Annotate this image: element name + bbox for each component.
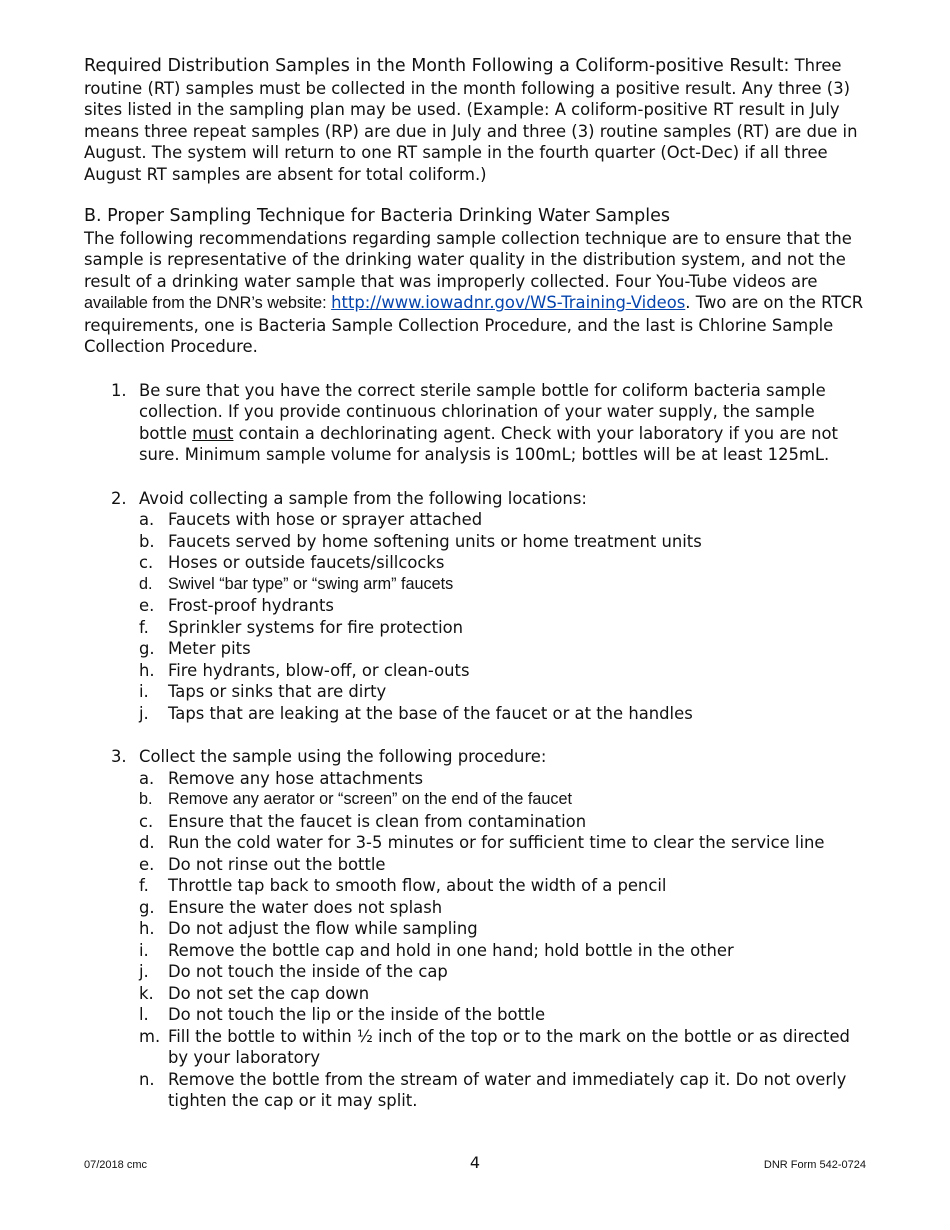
section-b-text-start: The following recommendations regarding sample collection technique are to ensure that the sample is representative of the drinking water quality in the distribution system, and not the result of a drinking water sample that was improperly collected. Four You-Tube videos are: [84, 228, 852, 291]
sub-item-text: Remove the bottle cap and hold in one hand; hold bottle in the other: [168, 940, 734, 960]
sub-item-label: a.: [139, 768, 155, 788]
sub-item-text: Taps that are leaking at the base of the faucet or at the handles: [168, 703, 693, 723]
sub-item-3d: [139, 832, 866, 854]
sub-item-text: Meter pits: [168, 639, 251, 658]
sub-item-label: c.: [139, 811, 154, 831]
sub-item-label: f.: [139, 876, 149, 895]
page-number: 4: [469, 1153, 481, 1172]
sub-item-label: c.: [139, 553, 154, 572]
intro-paragraph: [84, 55, 866, 185]
sub-item-label: i.: [139, 940, 149, 960]
sub-item-label: e.: [139, 596, 155, 615]
sub-item-text: Remove any aerator or “screen” on the end of the faucet: [168, 790, 573, 808]
sub-item-3l: [139, 1004, 866, 1026]
list-item-2-number: 2.: [111, 488, 127, 508]
sub-item-3a: [139, 768, 866, 790]
sub-item-label: n.: [139, 1069, 155, 1089]
intro-title: Required Distribution Samples in the Month Following a Coliform-positive Result:: [84, 56, 790, 76]
sub-item-label: h.: [139, 660, 155, 680]
footer-date: 07/2018 cmc: [84, 1159, 147, 1171]
sub-item-2h: [139, 660, 866, 682]
sub-item-text: Remove the bottle from the stream of water and immediately cap it. Do not overly tighten the cap or it may split.: [168, 1069, 847, 1110]
sub-item-2d: [139, 574, 866, 596]
sub-item-text: Swivel “bar type” or “swing arm” faucets: [168, 574, 454, 593]
sub-item-2e: [139, 595, 866, 617]
list-item-1-text-b: contain a dechlorinating agent. Check with your laboratory if you are not sure. Minimum sample volume for analysis is 100mL; bottles will be at least 125mL.: [139, 423, 838, 464]
sub-item-3j: [139, 961, 866, 983]
sub-list-3: [139, 768, 866, 1112]
sub-item-3b: [139, 789, 866, 811]
section-b-text-website: available from the DNR’s website:: [84, 294, 332, 312]
sub-item-2i: [139, 681, 866, 703]
sub-item-text: Do not touch the inside of the cap: [168, 962, 448, 981]
sub-item-label: b.: [139, 790, 153, 808]
sub-item-label: i.: [139, 682, 149, 701]
sub-item-label: m.: [139, 1026, 161, 1046]
sub-item-text: Remove any hose attachments: [168, 768, 424, 788]
sub-item-3h: [139, 918, 866, 940]
sub-item-label: a.: [139, 510, 155, 529]
sub-item-3m: [139, 1026, 866, 1069]
sub-item-label: j.: [139, 703, 149, 723]
sub-item-text: Faucets with hose or sprayer attached: [168, 510, 483, 529]
sub-item-3i: [139, 940, 866, 962]
sub-item-text: Hoses or outside faucets/sillcocks: [168, 553, 445, 572]
list-item-2: [84, 488, 866, 725]
page-footer: [84, 1153, 866, 1177]
sub-item-2c: [139, 552, 866, 574]
sub-item-text: Throttle tap back to smooth flow, about the width of a pencil: [168, 876, 667, 895]
list-item-3-text: Collect the sample using the following procedure:: [139, 747, 547, 766]
footer-form-number: DNR Form 542-0724: [763, 1159, 866, 1171]
sub-item-text: Fire hydrants, blow-off, or clean-outs: [168, 660, 470, 680]
sub-item-label: e.: [139, 854, 155, 874]
section-b-text-end: . Two are on the RTCR requirements, one is Bacteria Sample Collection Procedure, and the last is Chlorine Sample Collection Procedure.: [84, 293, 864, 356]
sub-item-label: h.: [139, 919, 155, 938]
list-item-3: [84, 746, 866, 1112]
sub-item-label: k.: [139, 983, 154, 1003]
sub-item-3k: [139, 983, 866, 1005]
sub-item-text: Taps or sinks that are dirty: [168, 682, 387, 701]
list-item-1-underlined: must: [192, 423, 234, 443]
sub-item-label: d.: [139, 574, 153, 593]
sub-item-text: Ensure that the faucet is clean from contamination: [168, 811, 587, 831]
sub-item-2f: [139, 617, 866, 639]
sub-item-label: f.: [139, 617, 149, 637]
list-item-3-number: 3.: [111, 747, 127, 766]
sub-item-text: Do not rinse out the bottle: [168, 854, 386, 874]
sub-item-text: Do not adjust the flow while sampling: [168, 919, 478, 938]
sub-item-text: Faucets served by home softening units or home treatment units: [168, 531, 702, 551]
sub-item-2b: [139, 531, 866, 553]
list-item-2-text: Avoid collecting a sample from the following locations:: [139, 488, 587, 508]
sub-item-text: Do not set the cap down: [168, 983, 370, 1003]
sub-item-2a: [139, 509, 866, 531]
list-item-1: [84, 380, 866, 466]
sub-item-2j: [139, 703, 866, 725]
sub-item-text: Sprinkler systems for fire protection: [168, 617, 464, 637]
sub-item-text: Fill the bottle to within ½ inch of the top or to the mark on the bottle or as directed by your laboratory: [168, 1026, 850, 1067]
sub-item-label: j.: [139, 962, 149, 981]
sub-item-3c: [139, 811, 866, 833]
sub-item-label: g.: [139, 639, 155, 658]
training-videos-link[interactable]: http://www.iowadnr.gov/WS-Training-Videos: [331, 293, 686, 312]
sub-item-label: d.: [139, 833, 155, 852]
section-b-paragraph: [84, 228, 866, 358]
sub-item-3e: [139, 854, 866, 876]
sub-item-text: Do not touch the lip or the inside of the bottle: [168, 1005, 546, 1024]
sub-item-text: Frost-proof hydrants: [168, 596, 334, 615]
sub-item-3n: [139, 1069, 866, 1112]
sub-item-text: Run the cold water for 3-5 minutes or for sufficient time to clear the service line: [168, 833, 825, 852]
sub-item-label: l.: [139, 1005, 149, 1024]
section-b-heading: B. Proper Sampling Technique for Bacteria Drinking Water Samples: [84, 206, 671, 226]
sub-item-3f: [139, 875, 866, 897]
sub-item-2g: [139, 638, 866, 660]
document-page: [84, 55, 866, 1134]
sub-item-3g: [139, 897, 866, 919]
sub-item-text: Ensure the water does not splash: [168, 897, 443, 917]
intro-text: Three routine (RT) samples must be collected in the month following a positive result. Any three (3) sites listed in the sampling plan may be used. (Example: A coliform-positive RT result in July means three repeat samples (RP) are due in July and three (3) routine samples (RT) are due in August. The system will return to one RT sample in the fourth quarter (Oct-Dec) if all three August RT samples are absent for total coliform.): [84, 56, 858, 184]
list-item-1-number: 1.: [111, 380, 127, 400]
sub-item-label: g.: [139, 897, 155, 917]
sub-item-label: b.: [139, 531, 155, 551]
list-item-1-text-a: Be sure that you have the correct sterile sample bottle for coliform bacteria sample collection. If you provide continuous chlorination of your water supply, the sample bottle: [139, 380, 826, 443]
numbered-list: [84, 380, 866, 1112]
sub-list-2: [139, 509, 866, 724]
